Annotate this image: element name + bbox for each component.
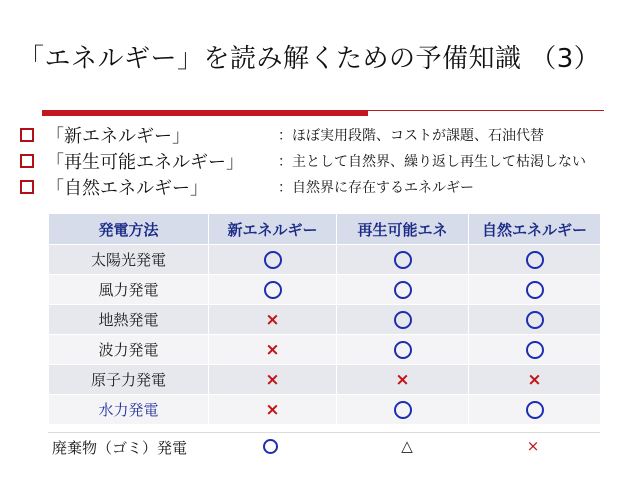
bullet-description: ：主として自然界、繰り返し再生して枯渇しない [278, 154, 586, 170]
cross-mark-icon: × [265, 309, 280, 330]
bullet-description: ：ほぼ実用段階、コストが課題、石油代替 [278, 128, 544, 144]
bullet-list [20, 122, 635, 200]
waste-renewable-mark [392, 437, 422, 455]
bullet-label: 「新エネルギー」 [46, 126, 190, 147]
table-cell [337, 305, 469, 335]
table-cell [469, 245, 601, 275]
waste-power-label: 廃棄物（ゴミ）発電 [52, 439, 188, 457]
bullet-item-natural-energy [20, 174, 635, 200]
table-cell [337, 245, 469, 275]
row-label: 地熱発電 [49, 305, 209, 335]
cross-mark-icon: × [395, 369, 410, 390]
circle-mark-icon [264, 251, 282, 269]
circle-mark-icon [264, 281, 282, 299]
table-cell [337, 275, 469, 305]
cross-mark-icon: × [265, 339, 280, 360]
column-header-renewable: 再生可能エネ [337, 214, 469, 245]
row-label: 波力発電 [49, 335, 209, 365]
circle-mark-icon [526, 281, 544, 299]
bullet-item-renewable-energy [20, 148, 635, 174]
title-underline-thick [42, 110, 368, 116]
circle-mark-icon [394, 281, 412, 299]
table-cell [209, 245, 337, 275]
square-bullet-icon [20, 154, 34, 168]
table-cell [469, 395, 601, 425]
table-cell [209, 395, 337, 425]
bullet-item-new-energy [20, 122, 635, 148]
table-row [49, 335, 601, 365]
table-row [49, 245, 601, 275]
table-row [49, 365, 601, 395]
circle-mark-icon [263, 439, 278, 454]
table-cell [209, 275, 337, 305]
circle-mark-icon [394, 251, 412, 269]
title-underline-thin [368, 110, 604, 111]
circle-mark-icon [526, 401, 544, 419]
energy-comparison-table [48, 213, 601, 425]
circle-mark-icon [526, 251, 544, 269]
table-cell [337, 335, 469, 365]
table-row [49, 275, 601, 305]
triangle-mark-icon: △ [401, 437, 413, 455]
comparison-table-wrapper [48, 213, 601, 425]
slide-title: 「エネルギー」を読み解くための予備知識 （3） [18, 44, 601, 74]
cross-mark-icon: × [527, 369, 542, 390]
square-bullet-icon [20, 128, 34, 142]
table-cell [469, 275, 601, 305]
circle-mark-icon [394, 311, 412, 329]
table-cell [469, 335, 601, 365]
table-cell [337, 365, 469, 395]
cross-mark-icon: × [265, 369, 280, 390]
row-label: 太陽光発電 [49, 245, 209, 275]
waste-natural-mark [518, 437, 548, 455]
circle-mark-icon [394, 341, 412, 359]
row-label: 水力発電 [49, 395, 209, 425]
cross-mark-icon: × [265, 399, 280, 420]
row-label: 原子力発電 [49, 365, 209, 395]
square-bullet-icon [20, 180, 34, 194]
bullet-label: 「自然エネルギー」 [46, 178, 208, 199]
cross-mark-icon: × [526, 437, 540, 455]
row-label: 風力発電 [49, 275, 209, 305]
column-header-new-energy: 新エネルギー [209, 214, 337, 245]
table-cell [209, 335, 337, 365]
table-cell [469, 365, 601, 395]
waste-power-row [48, 432, 600, 461]
circle-mark-icon [526, 311, 544, 329]
table-cell [209, 305, 337, 335]
table-header-row [49, 214, 601, 245]
circle-mark-icon [526, 341, 544, 359]
table-cell [469, 305, 601, 335]
bullet-label: 「再生可能エネルギー」 [46, 152, 244, 173]
waste-new-energy-mark [255, 437, 285, 455]
table-row [49, 305, 601, 335]
column-header-natural: 自然エネルギー [469, 214, 601, 245]
table-cell [337, 395, 469, 425]
table-cell [209, 365, 337, 395]
column-header-method: 発電方法 [49, 214, 209, 245]
table-row [49, 395, 601, 425]
circle-mark-icon [394, 401, 412, 419]
bullet-description: ：自然界に存在するエネルギー [278, 180, 474, 196]
